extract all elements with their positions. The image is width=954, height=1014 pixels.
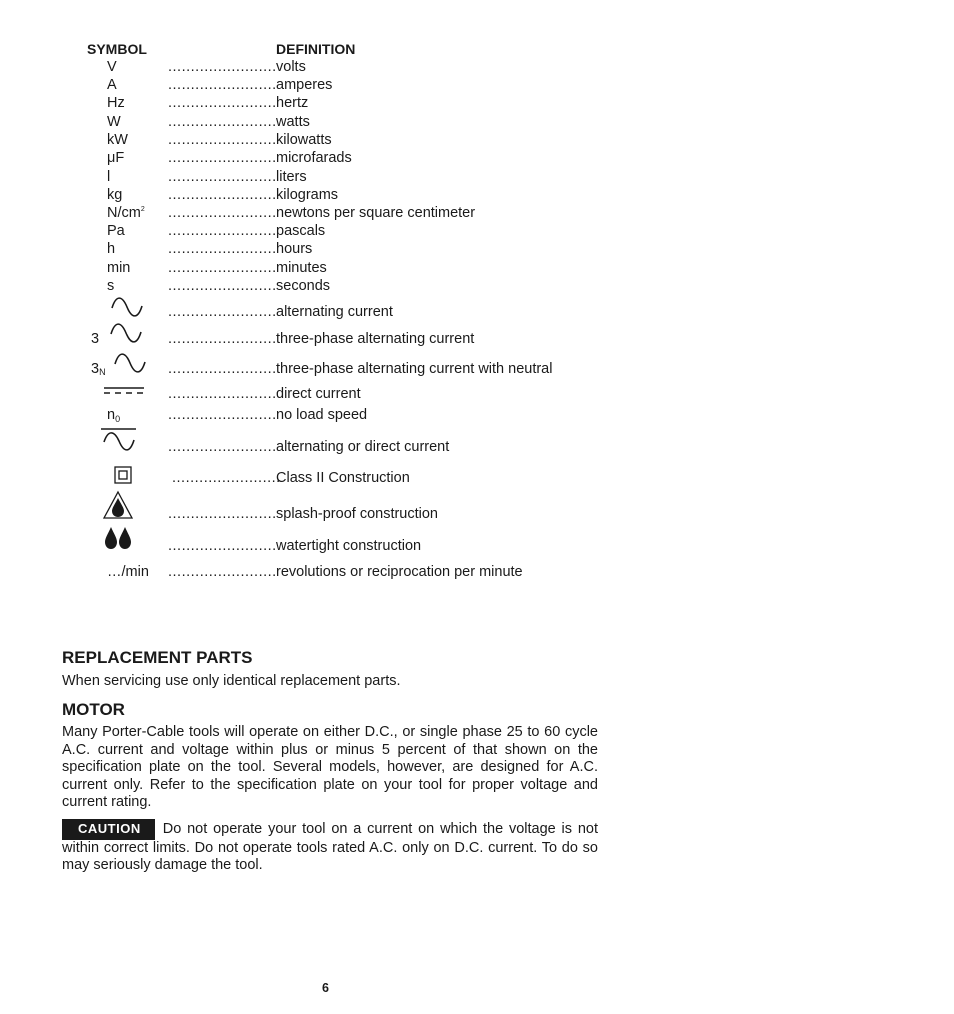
dot-leader: ........................ <box>168 386 277 402</box>
symbol-row <box>0 114 620 134</box>
motor-heading: MOTOR <box>62 700 125 719</box>
dot-leader: ........................ <box>168 407 277 423</box>
definition-text: three-phase alternating current with neutral <box>276 361 553 377</box>
caution-text: Do not operate your tool on a current on which the voltage is not within correct limits. Do not operate tools rated A.C. only on D.C. current. To do so may seriously damage the tool. <box>62 821 598 873</box>
dot-leader: ........................ <box>168 187 277 203</box>
symbol-row <box>0 223 620 243</box>
dot-leader: ........................ <box>168 260 277 276</box>
symbol-text: l <box>107 169 111 185</box>
definition-text: alternating or direct current <box>276 439 450 455</box>
dot-leader: ........................ <box>168 538 277 554</box>
definition-text: three-phase alternating current <box>276 331 475 347</box>
replacement-parts-text: When servicing use only identical replacement parts. <box>62 673 401 689</box>
symbol-row <box>0 59 620 79</box>
page-number: 6 <box>322 981 329 995</box>
symbol-row <box>0 386 620 406</box>
symbol-text: Hz <box>107 95 125 111</box>
dot-leader: ........................ <box>168 439 277 455</box>
definition-text: no load speed <box>276 407 368 423</box>
symbol-row <box>0 278 620 298</box>
symbol-row <box>0 260 620 280</box>
definition-text: hours <box>276 241 313 257</box>
symbol-text: kg <box>107 187 123 203</box>
prefix-digit: 3 <box>91 361 100 377</box>
dot-leader: ........................ <box>168 59 277 75</box>
symbol-text: s <box>107 278 115 294</box>
symbol-row <box>0 241 620 261</box>
symbol-subscript: 0 <box>115 414 121 424</box>
dot-leader: ........................ <box>168 304 277 320</box>
dot-leader: ........................ <box>168 77 277 93</box>
definition-text: Class II Construction <box>276 470 410 486</box>
symbol-row <box>0 407 620 427</box>
definition-text: kilowatts <box>276 132 332 148</box>
definition-text: pascals <box>276 223 326 239</box>
definition-text: alternating current <box>276 304 393 320</box>
symbol-base: n <box>107 407 116 423</box>
symbol-text: V <box>107 59 117 75</box>
symbol-row <box>0 169 620 189</box>
symbol-row <box>0 205 620 225</box>
definition-text: watts <box>276 114 310 130</box>
symbol-superscript: 2 <box>140 206 145 213</box>
symbol-text: Pa <box>107 223 125 239</box>
definition-text: seconds <box>276 278 331 294</box>
definition-text: watertight construction <box>276 538 422 554</box>
symbol-row <box>0 564 620 584</box>
caution-paragraph <box>62 819 598 875</box>
definition-text: kilograms <box>276 187 339 203</box>
symbol-row <box>0 361 620 381</box>
definition-column-header: DEFINITION <box>276 41 356 57</box>
dot-leader: ........................ <box>168 205 277 221</box>
symbol-row <box>0 187 620 207</box>
three-phase-prefix: 3 <box>91 331 100 347</box>
symbol-text: μF <box>107 150 125 166</box>
motor-text: Many Porter-Cable tools will operate on either D.C., or single phase 25 to 60 cycle A.C. current and voltage within plus or minus 5 percent of that shown on the specification plate on the tool. Several models, however, are designed for A.C. current only. Refer to the specification plate on your tool for proper voltage and current rating. <box>62 724 598 810</box>
dot-leader: ........................ <box>168 241 277 257</box>
prefix-subscript: N <box>99 367 106 377</box>
symbol-text: …/min <box>107 564 149 580</box>
dot-leader: ........................ <box>168 114 277 130</box>
definition-text: minutes <box>276 260 327 276</box>
dot-leader: ........................ <box>168 506 277 522</box>
symbol-text: h <box>107 241 116 257</box>
symbol-column-header: SYMBOL <box>87 41 147 57</box>
dot-leader: ........................ <box>168 150 277 166</box>
definition-text: splash-proof construction <box>276 506 438 522</box>
symbol-row <box>0 439 620 459</box>
replacement-parts-heading: REPLACEMENT PARTS <box>62 648 253 667</box>
symbol-row <box>0 95 620 115</box>
symbol-text: W <box>107 114 121 130</box>
symbol-row <box>0 77 620 97</box>
symbol-row <box>0 132 620 152</box>
symbol-row <box>0 150 620 170</box>
dot-leader: ........................ <box>168 278 277 294</box>
symbol-row <box>0 506 620 526</box>
dot-leader: ........................ <box>168 331 277 347</box>
symbol-row <box>0 331 620 351</box>
dot-leader: ........................ <box>168 361 277 377</box>
definition-text: newtons per square centimeter <box>276 205 476 221</box>
dot-leader: ........................ <box>168 95 277 111</box>
dot-leader: ........................ <box>168 132 277 148</box>
symbol-row <box>0 304 620 324</box>
symbol-text: min <box>107 260 131 276</box>
definition-text: revolutions or reciprocation per minute <box>276 564 523 580</box>
definition-text: direct current <box>276 386 361 402</box>
caution-label: CAUTION <box>62 819 155 840</box>
dot-leader: ........................ <box>172 470 281 486</box>
symbol-text <box>107 407 120 424</box>
definition-text: hertz <box>276 95 309 111</box>
definition-text: volts <box>276 59 306 75</box>
symbol-text: A <box>107 77 117 93</box>
symbol-text: kW <box>107 132 128 148</box>
definition-text: liters <box>276 169 307 185</box>
dot-leader: ........................ <box>168 169 277 185</box>
dot-leader: ........................ <box>168 223 277 239</box>
dot-leader: ........................ <box>168 564 277 580</box>
definition-text: amperes <box>276 77 333 93</box>
symbol-row <box>0 538 620 558</box>
symbol-text <box>107 205 145 221</box>
symbol-row <box>0 470 620 490</box>
definition-text: microfarads <box>276 150 352 166</box>
symbol-base: N/cm <box>107 205 141 221</box>
